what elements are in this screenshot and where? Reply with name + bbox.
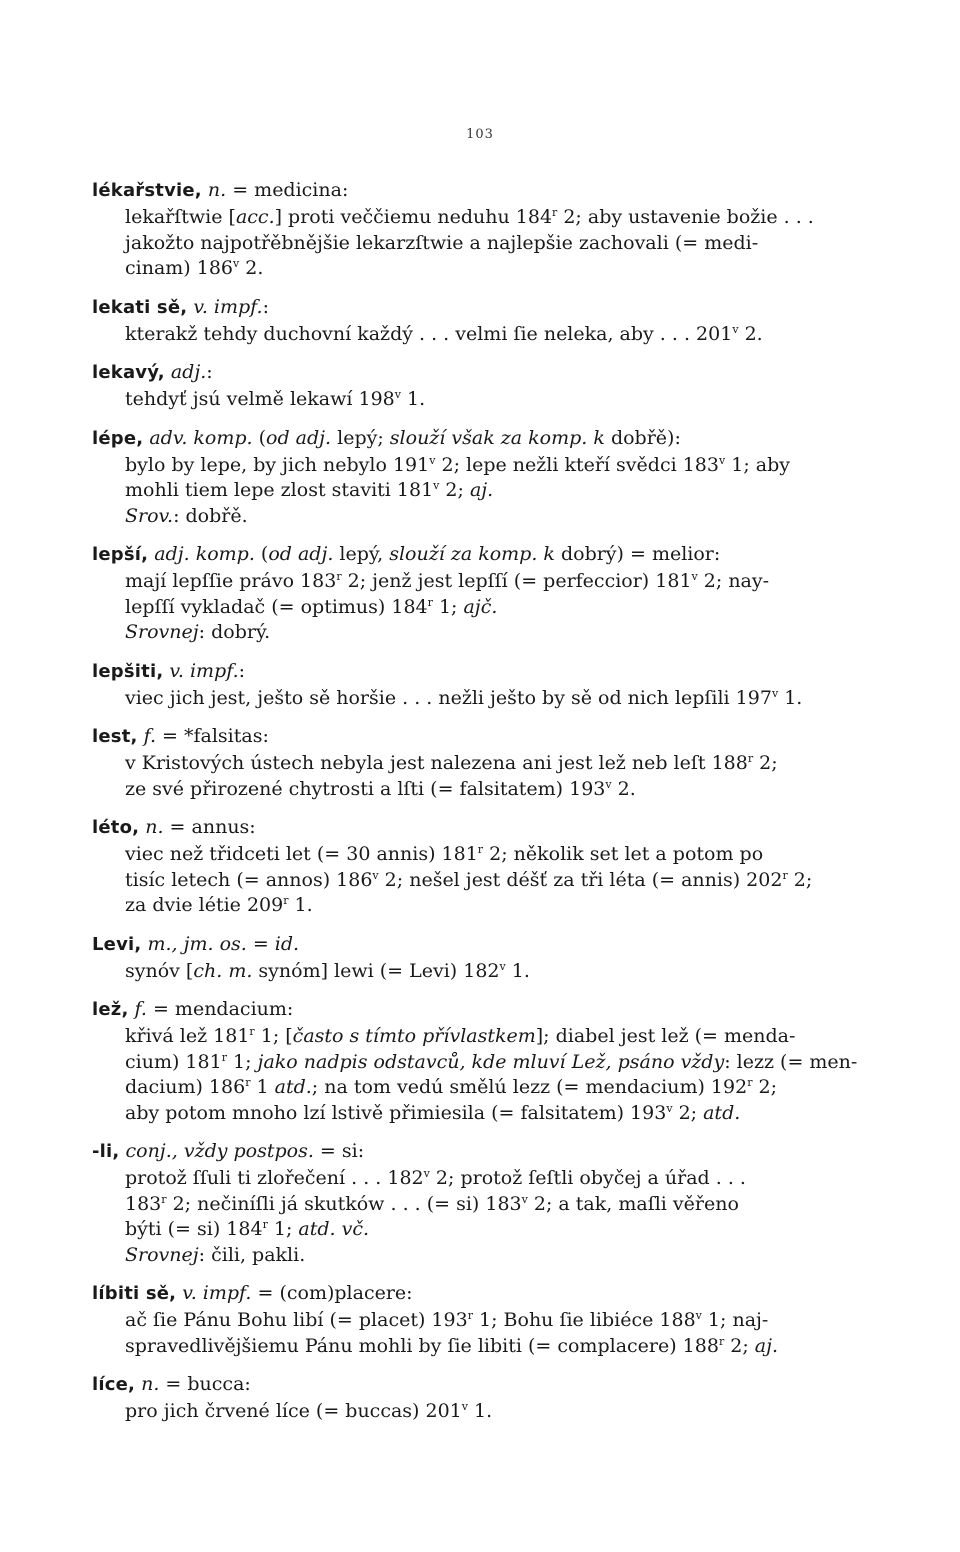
folio-side: v <box>771 686 779 700</box>
citation-line <box>125 595 867 621</box>
text-segment: 1; naj- <box>701 1309 769 1331</box>
entry-head <box>92 1279 867 1308</box>
text-segment: 2; protož ſeſtli obyčej a úřad . . . <box>429 1167 746 1189</box>
text-segment: tisíc letech (= annos) 186 <box>125 868 373 891</box>
folio-side: r <box>552 206 558 219</box>
grammar-segment: m., jm. os. = id. <box>141 932 300 955</box>
text-segment: 2. <box>239 257 264 279</box>
text-segment: bylo by lepe, by jich nebylo 191 <box>125 453 430 476</box>
text-segment: 1; Bohu ſie libiéce 188 <box>472 1309 696 1331</box>
text-segment: v Kristových ústech nebyla jest nalezena ani jest lež neb leſt 188 <box>125 752 748 774</box>
text-segment: jako nadpis odstavců, kde mluví Lež, psáno vždy <box>257 1050 725 1073</box>
text-segment: 1; <box>226 1050 258 1073</box>
entry-body <box>92 959 867 985</box>
citation-line <box>125 1075 867 1101</box>
text-segment: 2; <box>753 752 778 774</box>
entry-body <box>92 1166 867 1268</box>
citation-line <box>125 868 867 894</box>
grammar-segment: f. <box>137 725 156 747</box>
headword: -li, <box>92 1141 120 1162</box>
text-segment: lewi (= Levi) 182 <box>328 959 500 982</box>
grammar-note <box>176 1282 412 1304</box>
grammar-segment: = bucca: <box>159 1373 251 1395</box>
citation-line <box>125 620 867 646</box>
entry-head <box>92 358 867 387</box>
entry-head <box>92 540 867 569</box>
text-segment: : dobrý. <box>198 621 271 643</box>
text-segment: ; na tom vedú smělú lezz (= mendacium) 192 <box>311 1076 748 1098</box>
headword: lest, <box>92 726 138 747</box>
entry-body <box>92 569 867 646</box>
text-segment: mají lepſſie právo 183 <box>125 570 337 592</box>
entry-head <box>92 1370 867 1399</box>
citation-line <box>125 256 867 282</box>
text-segment: protož ſſuli ti zlořečení . . . 182 <box>125 1167 424 1189</box>
grammar-segment: impf. <box>213 295 263 318</box>
grammar-segment: v. impf. <box>176 1282 252 1304</box>
dictionary-entry <box>92 293 867 348</box>
dictionary-entry <box>92 424 867 530</box>
folio-side: v <box>461 1400 468 1413</box>
dictionary-entry <box>92 722 867 802</box>
text-segment: lepſſí vykladač (= optimus) 184 <box>125 595 428 618</box>
text-segment: 2; aby ustavenie božie . . . <box>557 206 814 228</box>
text-segment: 2; <box>787 868 813 891</box>
text-segment: za dvie létie 209 <box>125 894 284 916</box>
text-segment: 1. <box>288 894 313 916</box>
folio-side: r <box>161 1192 167 1206</box>
text-segment: 1. <box>505 959 530 982</box>
text-segment: atd. <box>703 1101 741 1124</box>
headword: léto, <box>92 817 140 838</box>
text-segment: 2; a tak, maſli věřeno <box>527 1192 739 1215</box>
text-segment: 1; [ <box>254 1025 293 1047</box>
text-segment: atd. <box>274 1076 312 1098</box>
citation-line <box>125 231 867 257</box>
citation-line <box>125 1334 867 1360</box>
text-segment: dacium) 186 <box>125 1076 246 1098</box>
text-segment: : čili, pakli. <box>198 1243 306 1266</box>
grammar-note <box>202 179 349 201</box>
text-segment: aj. <box>754 1334 779 1357</box>
text-segment: : lezz (= men- <box>724 1050 858 1073</box>
text-segment: viec jich jest, ješto sě horšie . . . nežli ješto by sě od nich lepſili 197 <box>125 686 772 709</box>
grammar-segment: = (com)placere: <box>251 1282 413 1304</box>
text-segment: 2. <box>738 322 763 345</box>
text-segment: 2; nay- <box>697 570 770 592</box>
folio-side: v <box>499 959 506 973</box>
citation-line <box>125 387 867 413</box>
text-segment: kterakž tehdy duchovní každý . . . velmi ſie neleka, aby . . . 201 <box>125 322 733 345</box>
folio-side: v <box>691 570 698 583</box>
headword: lékařstvie, <box>92 180 202 201</box>
grammar-note <box>163 660 245 682</box>
text-segment: ]; diabel jest lež (= menda- <box>535 1025 796 1047</box>
headword: lekati sě, <box>92 296 188 318</box>
grammar-segment: od adj. <box>268 543 334 565</box>
folio-side: v <box>605 777 612 791</box>
grammar-note <box>119 1140 364 1162</box>
entry-head <box>92 995 867 1024</box>
headword: líbiti sě, <box>92 1283 177 1304</box>
dictionary-entry <box>92 657 867 712</box>
citation-line <box>125 1050 867 1076</box>
grammar-note <box>165 361 213 383</box>
grammar-segment: = *falsitas: <box>155 725 269 747</box>
grammar-segment: dobřě): <box>604 426 681 449</box>
headword: lekavý, <box>92 362 165 383</box>
citation-line <box>125 1217 867 1243</box>
citation-line <box>125 893 867 919</box>
entry-head <box>92 176 867 205</box>
entry-list <box>92 176 867 1436</box>
citation-line <box>125 1399 867 1425</box>
entry-body <box>92 322 867 348</box>
citation-line <box>125 322 867 348</box>
entry-head <box>92 722 867 751</box>
citation-line <box>125 1166 867 1192</box>
entry-body <box>92 686 867 712</box>
text-segment: často s tímto přívlastkem <box>292 1025 536 1047</box>
text-segment: synóv [ <box>125 959 194 982</box>
text-segment: spravedlivějšiemu Pánu mohli by ſie libiti (= complacere) 188 <box>125 1334 719 1357</box>
folio-side: r <box>262 1218 268 1231</box>
text-segment: Srovnej <box>125 621 199 643</box>
grammar-segment: adv. komp. <box>143 426 253 449</box>
headword: lež, <box>92 999 129 1020</box>
text-segment: 183 <box>125 1192 162 1215</box>
text-segment: 2; nečiníſli já skutków . . . (= si) 183 <box>166 1192 522 1215</box>
folio-side: r <box>747 1076 753 1089</box>
text-segment: jakožto najpotřěbnějšie lekarzſtwie a najlepšie zachovali (= medi- <box>125 231 759 254</box>
folio-side: v <box>433 479 440 492</box>
folio-side: r <box>249 1025 255 1038</box>
dictionary-entry <box>92 1137 867 1268</box>
grammar-segment: slouží za komp. k <box>389 543 555 565</box>
dictionary-entry <box>92 930 867 985</box>
dictionary-entry <box>92 1279 867 1359</box>
citation-line <box>125 478 867 504</box>
grammar-note <box>129 998 294 1020</box>
folio-side: v <box>394 388 401 401</box>
entry-body <box>92 842 867 919</box>
entry-head <box>92 1137 867 1166</box>
text-segment: : dobřě. <box>173 504 248 527</box>
text-segment: 2; nešel jest déšť za tři léta (= annis) 202 <box>378 868 783 891</box>
text-segment: 2; <box>672 1101 704 1124</box>
citation-line <box>125 1101 867 1127</box>
headword: lepšiti, <box>92 660 164 682</box>
entry-head <box>92 293 867 322</box>
folio-side: r <box>427 595 433 609</box>
text-segment: 1; <box>432 595 464 618</box>
citation-line <box>125 842 867 868</box>
entry-head <box>92 813 867 842</box>
folio-side: r <box>718 1334 725 1348</box>
folio-side: r <box>283 894 289 907</box>
text-segment: 2; <box>724 1334 755 1357</box>
folio-side: v <box>521 1192 528 1206</box>
citation-line <box>125 1308 867 1334</box>
grammar-segment: = mendacium: <box>146 998 294 1020</box>
dictionary-entry <box>92 176 867 282</box>
entry-body <box>92 387 867 413</box>
citation-line <box>125 205 867 231</box>
grammar-segment: v. impf. <box>163 659 239 682</box>
grammar-note <box>187 296 269 318</box>
grammar-segment: : <box>262 295 269 318</box>
grammar-segment: f. <box>128 998 147 1020</box>
text-segment: 1. <box>467 1400 493 1422</box>
entry-body <box>92 453 867 530</box>
grammar-segment: ( <box>252 426 267 449</box>
folio-side: v <box>666 1101 673 1115</box>
text-segment: 2; <box>439 479 470 501</box>
folio-side: r <box>747 752 754 765</box>
grammar-segment: : <box>206 361 213 383</box>
text-segment: cinam) 186 <box>125 257 234 279</box>
entry-body <box>92 751 867 802</box>
grammar-note <box>139 816 256 838</box>
entry-body <box>92 1308 867 1359</box>
headword: líce, <box>92 1374 136 1395</box>
dictionary-entry <box>92 1370 867 1425</box>
text-segment: ch. m. <box>193 959 253 982</box>
text-segment: lekařſtwie [ <box>125 206 236 228</box>
grammar-segment: : <box>238 659 246 682</box>
grammar-segment: conj., vždy postpos. <box>119 1140 314 1162</box>
grammar-segment: adj. <box>164 361 207 383</box>
grammar-segment: lepý; <box>331 426 390 449</box>
grammar-segment: = si: <box>313 1140 365 1162</box>
text-segment: viec než třidceti let (= 30 annis) 181 <box>125 843 478 865</box>
text-segment: ač ſie Pánu Bohu libí (= placet) 193 <box>125 1309 468 1331</box>
citation-line <box>125 686 867 712</box>
folio-side: v <box>423 1167 430 1180</box>
folio-side: v <box>429 453 436 467</box>
headword: Levi, <box>92 933 142 955</box>
citation-line <box>125 1243 867 1269</box>
citation-line <box>125 1192 867 1218</box>
dictionary-entry <box>92 358 867 413</box>
folio-side: r <box>477 843 484 856</box>
text-segment: ] <box>320 959 329 982</box>
text-segment: Srovnej <box>125 1243 199 1266</box>
dictionary-entry <box>92 540 867 646</box>
text-segment: ] proti veččiemu neduhu 184 <box>274 206 553 228</box>
grammar-segment: v. <box>187 295 208 318</box>
grammar-segment: slouží však za komp. k <box>389 426 605 449</box>
text-segment: atd. vč. <box>298 1218 370 1240</box>
text-segment: křivá lež 181 <box>125 1025 250 1047</box>
folio-side: r <box>221 1050 227 1064</box>
page-number: 103 <box>466 127 494 142</box>
grammar-segment: dobrý) = melior: <box>554 543 721 565</box>
text-segment: acc. <box>235 206 275 228</box>
folio-side: v <box>233 257 240 270</box>
text-segment: aby potom mnoho lzí lstivě přimiesila (= falsitatem) 193 <box>125 1101 667 1124</box>
grammar-segment: n. <box>135 1373 160 1395</box>
text-segment: 2; <box>752 1076 777 1098</box>
grammar-segment: ( <box>254 543 269 565</box>
text-segment: cium) 181 <box>125 1050 222 1073</box>
text-segment: býti (= si) 184 <box>125 1218 263 1240</box>
grammar-segment: = annus: <box>163 816 256 838</box>
text-segment: 2; jenž jest lepſſí (= perfeccior) 181 <box>341 570 692 592</box>
text-segment: 2; lepe nežli kteří svědci 183 <box>435 453 719 476</box>
citation-line <box>125 751 867 777</box>
folio-side: r <box>245 1076 251 1089</box>
citation-line <box>125 959 867 985</box>
text-segment: Srov. <box>125 504 174 527</box>
grammar-note <box>138 725 269 747</box>
text-segment: ajč. <box>463 595 498 618</box>
text-segment: pro jich črvené líce (= buccas) 201 <box>125 1400 462 1422</box>
headword: lepší, <box>92 544 149 565</box>
folio-side: r <box>336 570 342 583</box>
citation-line <box>125 504 867 530</box>
folio-side: r <box>782 868 788 882</box>
citation-line <box>125 1024 867 1050</box>
headword: lépe, <box>92 427 144 449</box>
text-segment: 1; <box>267 1218 299 1240</box>
text-segment: 2. <box>611 777 636 800</box>
grammar-segment: = medicina: <box>226 179 349 201</box>
entry-body <box>92 1399 867 1425</box>
dictionary-entry <box>92 813 867 919</box>
text-segment: aj. <box>469 479 494 501</box>
grammar-note <box>148 543 720 565</box>
grammar-segment: n. <box>201 179 227 201</box>
text-segment: 1 <box>250 1076 275 1098</box>
dictionary-entry <box>92 995 867 1126</box>
text-segment: 1. <box>401 388 426 410</box>
grammar-segment: n. <box>139 816 164 838</box>
folio-side: r <box>467 1309 473 1322</box>
grammar-note <box>141 933 299 955</box>
folio-side: v <box>718 453 726 467</box>
citation-line <box>125 777 867 803</box>
grammar-segment: lepý, <box>333 543 390 565</box>
entry-head <box>92 657 867 686</box>
text-segment: 1; aby <box>725 453 790 476</box>
text-segment: synóm <box>252 959 321 982</box>
text-segment: mohli tiem lepe zlost staviti 181 <box>125 479 434 501</box>
folio-side: v <box>732 322 739 336</box>
entry-head <box>92 424 867 453</box>
grammar-segment: od adj. <box>266 426 332 449</box>
citation-line <box>125 453 867 479</box>
grammar-note <box>135 1373 251 1395</box>
entry-body <box>92 1024 867 1126</box>
citation-line <box>125 569 867 595</box>
text-segment: tehdyť jsú velmě lekawí 198 <box>125 388 395 410</box>
grammar-segment: adj. komp. <box>148 543 255 565</box>
text-segment: 2; několik set let a potom po <box>483 843 764 865</box>
text-segment: 1. <box>778 686 803 709</box>
entry-head <box>92 930 867 959</box>
text-segment: ze své přirozené chytrosti a lſti (= falsitatem) 193 <box>125 777 606 800</box>
entry-body <box>92 205 867 282</box>
folio-side: v <box>372 868 379 882</box>
grammar-note <box>143 427 681 449</box>
folio-side: v <box>695 1309 702 1322</box>
